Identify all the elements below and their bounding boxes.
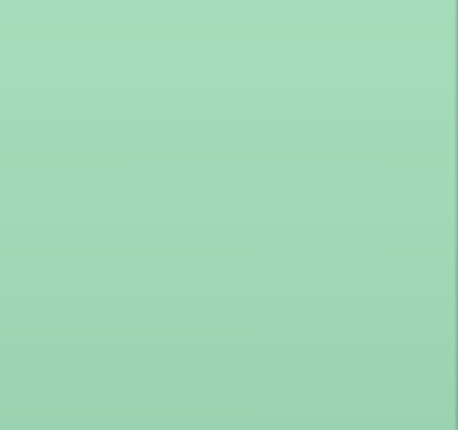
page-edge-shadow — [454, 0, 458, 430]
